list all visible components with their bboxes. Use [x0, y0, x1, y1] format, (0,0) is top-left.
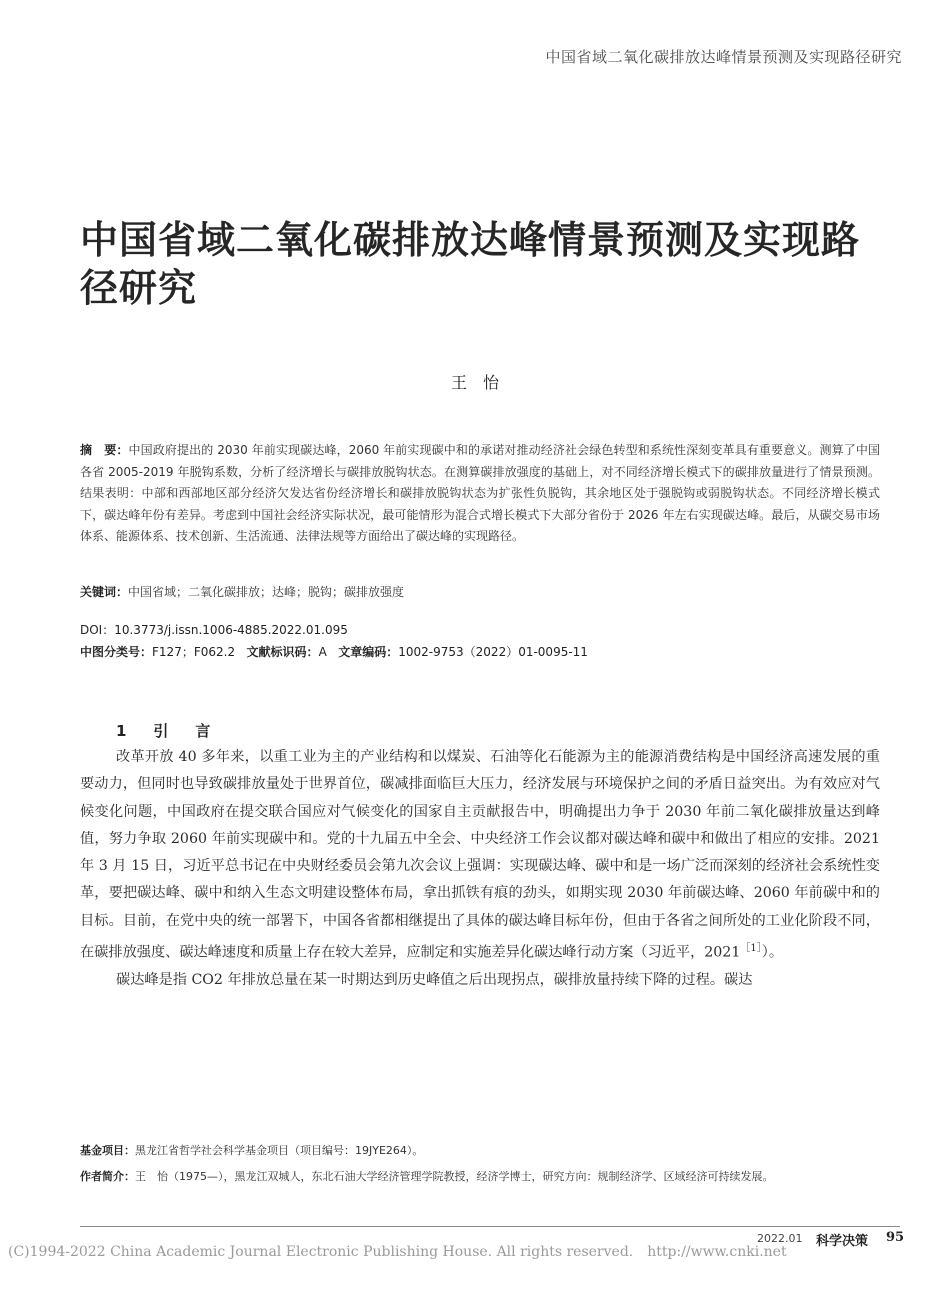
- copyright-watermark: [8, 1244, 787, 1260]
- footer-journal-name: 科学决策: [816, 1234, 869, 1249]
- copyright-text: (C)1994-2022 China Academic Journal Electronic Publishing House. All rights reserved.: [8, 1244, 634, 1260]
- article-title: 中国省域二氧化碳排放达峰情景预测及实现路径研究: [80, 217, 861, 310]
- fund-text: 黑龙江省哲学社会科学基金项目（项目编号：19JYE264）。: [135, 1144, 424, 1157]
- doi-line: DOI：10.3773/j.issn.1006-4885.2022.01.095: [80, 623, 348, 637]
- classification-line: [80, 643, 588, 660]
- author-name: 王 怡: [450, 373, 499, 392]
- abstract-label: 摘 要：: [80, 443, 129, 457]
- keywords-text: 中国省域；二氧化碳排放；达峰；脱钩；碳排放强度: [128, 585, 405, 599]
- abstract-text: 中国政府提出的 2030 年前实现碳达峰，2060 年前实现碳中和的承诺对推动经济社会绿色转型和系统性深刻变革具有重要意义。测算了中国各省 2005-2019 年脱钩系数，分析了经济增长与碳排放脱钩状态。在测算碳排放强度的基础上，对不同经济增长模式下的碳排放量进行了情景预测。结果表明：中部和西部地区部分经济欠发达省份经济增长和碳排放脱钩状态为扩张性负脱钩，其余地区处于强脱钩或弱脱钩状态。不同经济增长模式下，碳达峰年份有差异。考虑到中国社会经济实际状况，最可能情形为混合式增长模式下大部分省份于 2026 年左右实现碳达峰。最后，从碳交易市场体系、能源体系、技术创新、生活流通、法律法规等方面给出了碳达峰的实现路径。: [80, 443, 880, 543]
- citation-ref[interactable]: ［1］: [740, 943, 762, 955]
- paragraph-1: [80, 744, 880, 967]
- fund-label: 基金项目：: [80, 1144, 135, 1157]
- article-code-value: 1002-9753（2022）01-0095-11: [398, 645, 588, 659]
- doc-code-label: 文献标识码：: [246, 645, 319, 659]
- doc-code-value: A: [318, 645, 327, 659]
- cnki-url[interactable]: http://www.cnki.net: [647, 1244, 787, 1260]
- abstract: [80, 440, 880, 548]
- body-text: [80, 744, 880, 994]
- bio-text: 王 怡（1975—），黑龙江双城人，东北石油大学经济管理学院教授，经济学博士，研究方向：规制经济学、区域经济可持续发展。: [135, 1170, 774, 1183]
- article-code-label: 文章编码：: [338, 645, 399, 659]
- section-heading: 1 引 言: [116, 722, 217, 740]
- footer-issue: 2022.01: [757, 1232, 803, 1245]
- fund-note: [80, 1142, 423, 1158]
- keywords: [80, 583, 880, 600]
- clc-label: 中图分类号：: [80, 645, 153, 659]
- running-head: 中国省域二氧化碳排放达峰情景预测及实现路径研究: [545, 48, 902, 66]
- clc-value: F127；F062.2: [152, 645, 236, 659]
- paragraph-1-text: 改革开放 40 多年来，以重工业为主的产业结构和以煤炭、石油等化石能源为主的能源消费结构是中国经济高速发展的重要动力，但同时也导致碳排放量处于世界首位，碳减排面临巨大压力，经济发展与环境保护之间的矛盾日益突出。为有效应对气候变化问题，中国政府在提交联合国应对气候变化的国家自主贡献报告中，明确提出力争于 2030 年前二氧化碳排放量达到峰值，努力争取 2060 年前实现碳中和。党的十九届五中全会、中央经济工作会议都对碳达峰和碳中和做出了相应的安排。2021 年 3 月 15 日，习近平总书记在中央财经委员会第九次会议上强调：实现碳达峰、碳中和是一场广泛而深刻的经济社会系统性变革，要把碳达峰、碳中和纳入生态文明建设整体布局，拿出抓铁有痕的劲头，如期实现 2030 年前碳达峰、2060 年前碳中和的目标。目前，在党中央的统一部署下，中国各省都相继提出了具体的碳达峰目标年份，但由于各省之间所处的工业化阶段不同，在碳排放强度、碳达峰速度和质量上存在较大差异，应制定和实施差异化碳达峰行动方案（习近平，2021: [80, 749, 880, 961]
- footer-divider: [80, 1226, 900, 1227]
- paragraph-1-end: ）。: [761, 944, 784, 961]
- paragraph-2: 碳达峰是指 CO2 年排放总量在某一时期达到历史峰值之后出现拐点，碳排放量持续下降的过程。碳达: [116, 972, 753, 989]
- keywords-label: 关键词：: [80, 585, 129, 599]
- page-number: 95: [886, 1230, 905, 1245]
- author-bio-note: [80, 1168, 900, 1184]
- bio-label: 作者简介：: [80, 1170, 135, 1183]
